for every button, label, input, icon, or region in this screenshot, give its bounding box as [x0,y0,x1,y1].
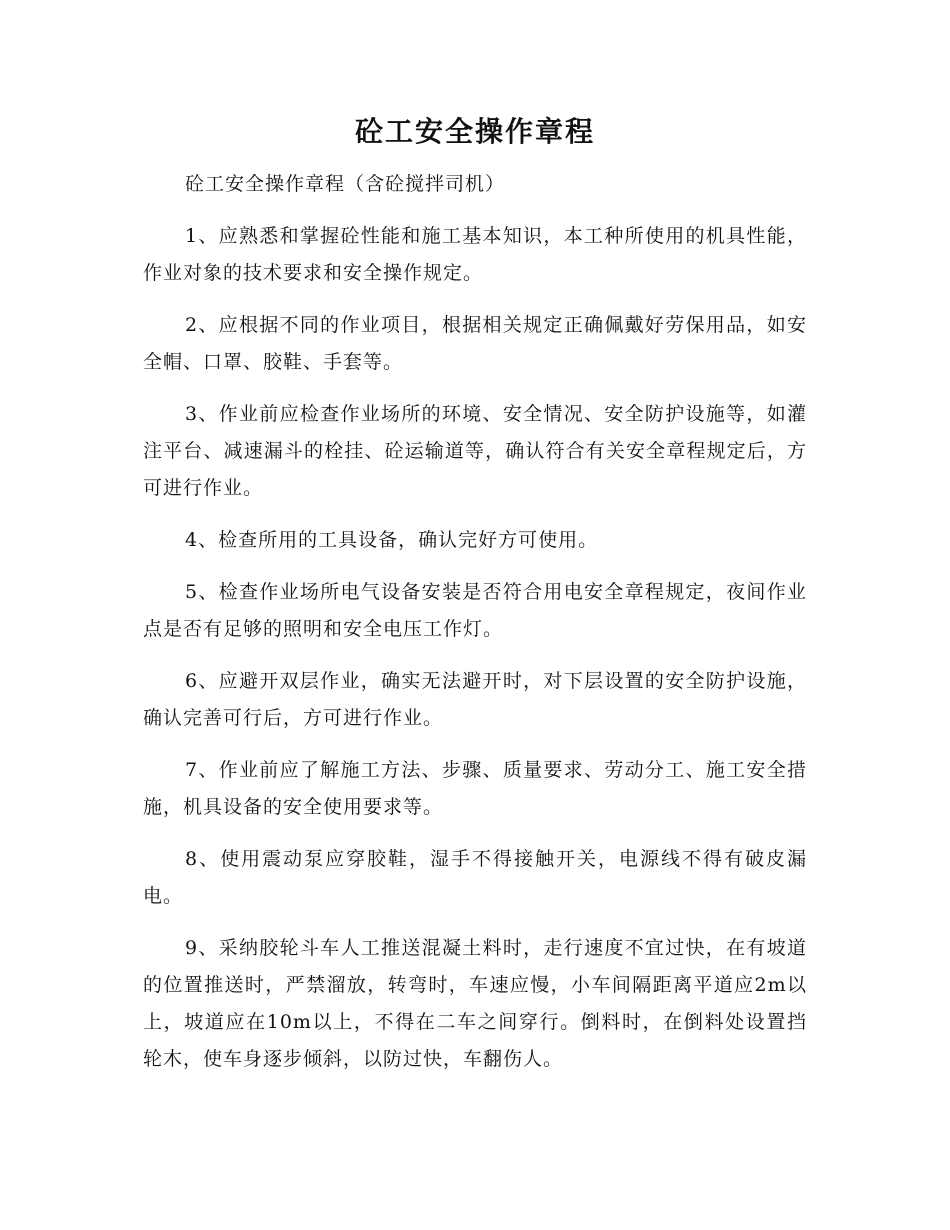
paragraph-7: 7、作业前应了解施工方法、步骤、质量要求、劳动分工、施工安全措施，机具设备的安全使用要求等。 [143,759,807,818]
paragraph-6: 6、应避开双层作业，确实无法避开时，对下层设置的安全防护设施，确认完善可行后，方可进行作业。 [143,670,807,729]
paragraph-4: 4、检查所用的工具设备，确认完好方可使用。 [185,529,599,551]
paragraph-1: 1、应熟悉和掌握砼性能和施工基本知识，本工种所使用的机具性能，作业对象的技术要求和安全操作规定。 [143,225,807,284]
paragraph-8: 8、使用震动泵应穿胶鞋，湿手不得接触开关，电源线不得有破皮漏电。 [143,848,807,907]
paragraph-9: 9、采纳胶轮斗车人工推送混凝土料时，走行速度不宜过快，在有坡道的位置推送时，严禁溜放，转弯时，车速应慢，小车间隔距离平道应2m以上，坡道应在10m以上，不得在二车之间穿行。倒料时，在倒料处设置挡轮木，使车身逐步倾斜，以防过快，车翻伤人。 [143,937,807,1070]
paragraph-5: 5、检查作业场所电气设备安装是否符合用电安全章程规定，夜间作业点是否有足够的照明和安全电压工作灯。 [143,581,807,640]
document-title: 砼工安全操作章程 [354,115,595,148]
paragraph-2: 2、应根据不同的作业项目，根据相关规定正确佩戴好劳保用品，如安全帽、口罩、胶鞋、手套等。 [143,314,807,373]
paragraph-3: 3、作业前应检查作业场所的环境、安全情况、安全防护设施等，如灌注平台、减速漏斗的栓挂、砼运输道等，确认符合有关安全章程规定后，方可进行作业。 [143,403,807,499]
document-subtitle: 砼工安全操作章程（含砼搅拌司机） [185,173,506,195]
